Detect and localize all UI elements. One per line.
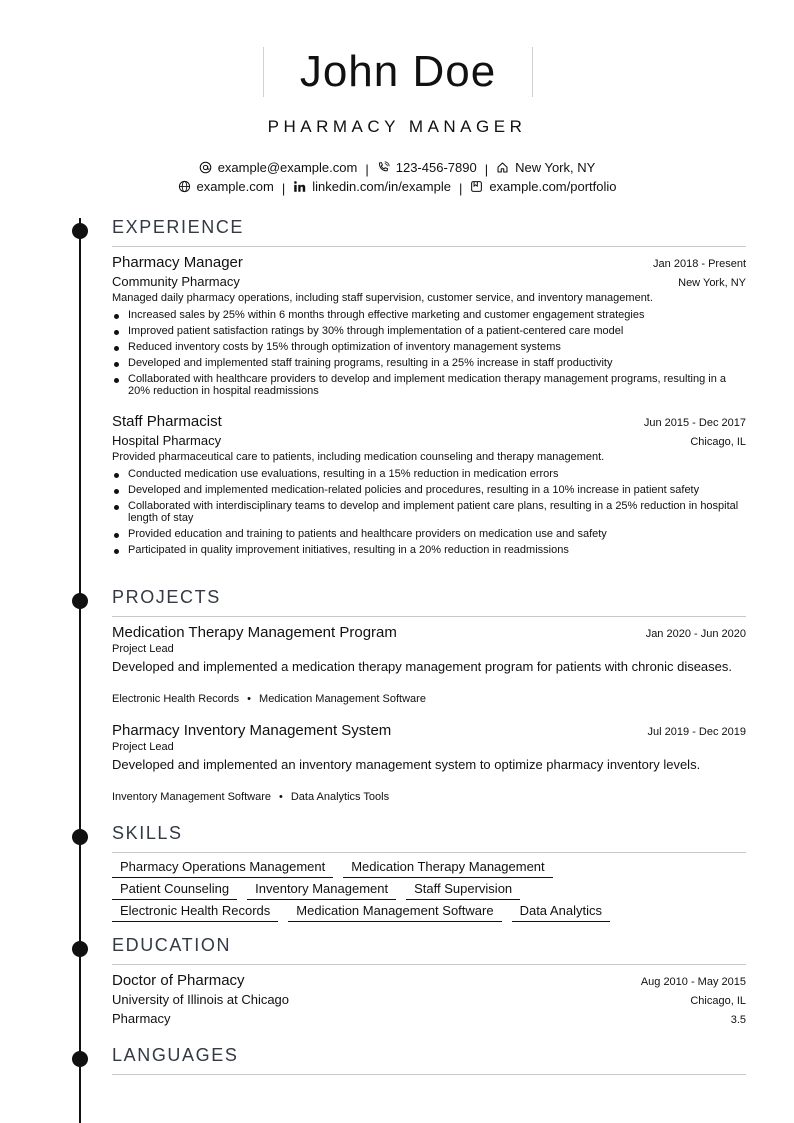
skills-row [112,880,746,900]
section-title-projects: PROJECTS [112,587,221,607]
timeline-dot-skills [72,829,88,845]
timeline-dot-languages [72,1051,88,1067]
education-location: Chicago, IL [690,995,746,1007]
list-item: Collaborated with interdisciplinary teams to develop and implement patient care plans, resulting in a 25% reduction in hospital length of stay [112,500,746,524]
contact-phone-text: 123-456-7890 [395,160,477,175]
phone-icon [377,161,390,174]
contact-phone[interactable] [377,160,477,175]
education-date: Aug 2010 - May 2015 [640,976,746,988]
section-divider [112,852,746,853]
list-item: Participated in quality improvement initiatives, resulting in a 20% reduction in readmissions [112,544,746,556]
skills-list [112,858,746,924]
project-description: Developed and implemented a medication therapy management program for patients with chronic diseases. [112,659,733,674]
contact-website-text: example.com [196,179,274,194]
education-degree: Doctor of Pharmacy [112,972,245,989]
contact-separator: | [281,181,286,196]
project-description: Developed and implemented an inventory management system to optimize pharmacy inventory levels. [112,757,701,772]
contact-portfolio[interactable] [470,179,616,194]
project-entry-1-header [112,624,746,641]
section-title-languages: LANGUAGES [112,1045,239,1065]
timeline-dot-experience [72,223,88,239]
at-icon [199,161,212,174]
portfolio-icon [470,180,483,193]
list-item: Reduced inventory costs by 15% through optimization of inventory management systems [112,341,746,353]
contact-email[interactable] [199,160,358,175]
contact-linkedin-text: linkedin.com/in/example [312,179,451,194]
project-tags [112,791,389,803]
project-tag: Medication Management Software [259,693,426,705]
job-title: PHARMACY MANAGER [267,117,527,136]
list-item: Provided education and training to patients and healthcare providers on medication use and safety [112,528,746,540]
experience-entry-2-subheader [112,433,746,448]
section-divider [112,964,746,965]
experience-entry-1-header [112,254,746,271]
education-gpa: 3.5 [730,1014,746,1026]
contact-portfolio-text: example.com/portfolio [489,179,617,194]
education-field-row [112,1011,746,1026]
contact-row-secondary [0,179,794,196]
project-tags [112,693,426,705]
experience-title: Pharmacy Manager [112,254,243,271]
section-title-education: EDUCATION [112,935,232,955]
project-tag: Inventory Management Software [112,791,271,803]
contact-location-text: New York, NY [515,160,596,175]
section-divider [112,246,746,247]
contact-email-text: example@example.com [217,160,358,175]
project-role: Project Lead [112,643,174,655]
project-title: Pharmacy Inventory Management System [112,722,392,739]
experience-date: Jan 2018 - Present [653,258,746,270]
section-title-experience: EXPERIENCE [112,217,245,237]
education-field: Pharmacy [112,1011,171,1026]
experience-location: Chicago, IL [690,436,746,448]
education-school-row [112,992,746,1007]
skills-row [112,858,746,878]
skill-tag: Medication Management Software [288,902,501,922]
skills-row [112,902,746,922]
experience-location: New York, NY [678,277,746,289]
skill-tag: Inventory Management [247,880,396,900]
project-title: Medication Therapy Management Program [112,624,397,641]
project-tag: Electronic Health Records [112,693,240,705]
list-item: Increased sales by 25% within 6 months through effective marketing and customer engagement strategies [112,309,746,321]
education-school: University of Illinois at Chicago [112,992,290,1007]
education-header [112,972,746,989]
tag-separator: • [247,693,252,705]
timeline-dot-education [72,941,88,957]
section-title-skills: SKILLS [112,823,183,843]
list-item: Collaborated with healthcare providers to develop and implement medication therapy management programs, resulting in a 20% reduction in hospital readmissions [112,373,746,397]
list-item: Improved patient satisfaction ratings by 30% through implementation of a patient-centered care model [112,325,746,337]
contact-separator: | [484,162,489,177]
list-item: Conducted medication use evaluations, resulting in a 15% reduction in medication errors [112,468,746,480]
list-item: Developed and implemented staff training programs, resulting in a 25% increase in staff productivity [112,357,746,369]
experience-bullets [112,309,746,401]
globe-icon [178,180,191,193]
project-entry-2-header [112,722,746,739]
contact-separator: | [458,181,463,196]
candidate-name: John Doe [299,47,497,96]
experience-bullets [112,468,746,560]
contact-separator: | [365,162,369,177]
contact-linkedin[interactable] [293,179,451,194]
name-frame [263,47,533,97]
experience-summary: Provided pharmaceutical care to patients, including medication counseling and therapy management. [112,451,605,463]
timeline-line [79,218,81,1123]
project-date: Jan 2020 - Jun 2020 [645,628,746,640]
skill-tag: Data Analytics [512,902,610,922]
section-divider [112,616,746,617]
contact-row-primary [0,160,794,177]
experience-summary: Managed daily pharmacy operations, including staff supervision, customer service, and inventory management. [112,292,653,304]
skill-tag: Staff Supervision [406,880,520,900]
experience-date: Jun 2015 - Dec 2017 [643,417,746,429]
skill-tag: Electronic Health Records [112,902,278,922]
section-divider [112,1074,746,1075]
home-icon [496,161,509,174]
timeline-dot-projects [72,593,88,609]
project-tag: Data Analytics Tools [290,791,390,803]
skill-tag: Patient Counseling [112,880,237,900]
experience-entry-1-subheader [112,274,746,289]
project-date: Jul 2019 - Dec 2019 [647,726,746,738]
project-role: Project Lead [112,741,174,753]
skill-tag: Pharmacy Operations Management [112,858,333,878]
skill-tag: Medication Therapy Management [343,858,552,878]
experience-organization: Community Pharmacy [112,274,240,289]
list-item: Developed and implemented medication-related policies and procedures, resulting in a 10% increase in patient safety [112,484,746,496]
linkedin-icon [293,180,306,193]
experience-organization: Hospital Pharmacy [112,433,222,448]
tag-separator: • [278,791,283,803]
contact-location [496,160,595,175]
experience-title: Staff Pharmacist [112,413,222,430]
contact-website[interactable] [178,179,274,194]
experience-entry-2-header [112,413,746,430]
